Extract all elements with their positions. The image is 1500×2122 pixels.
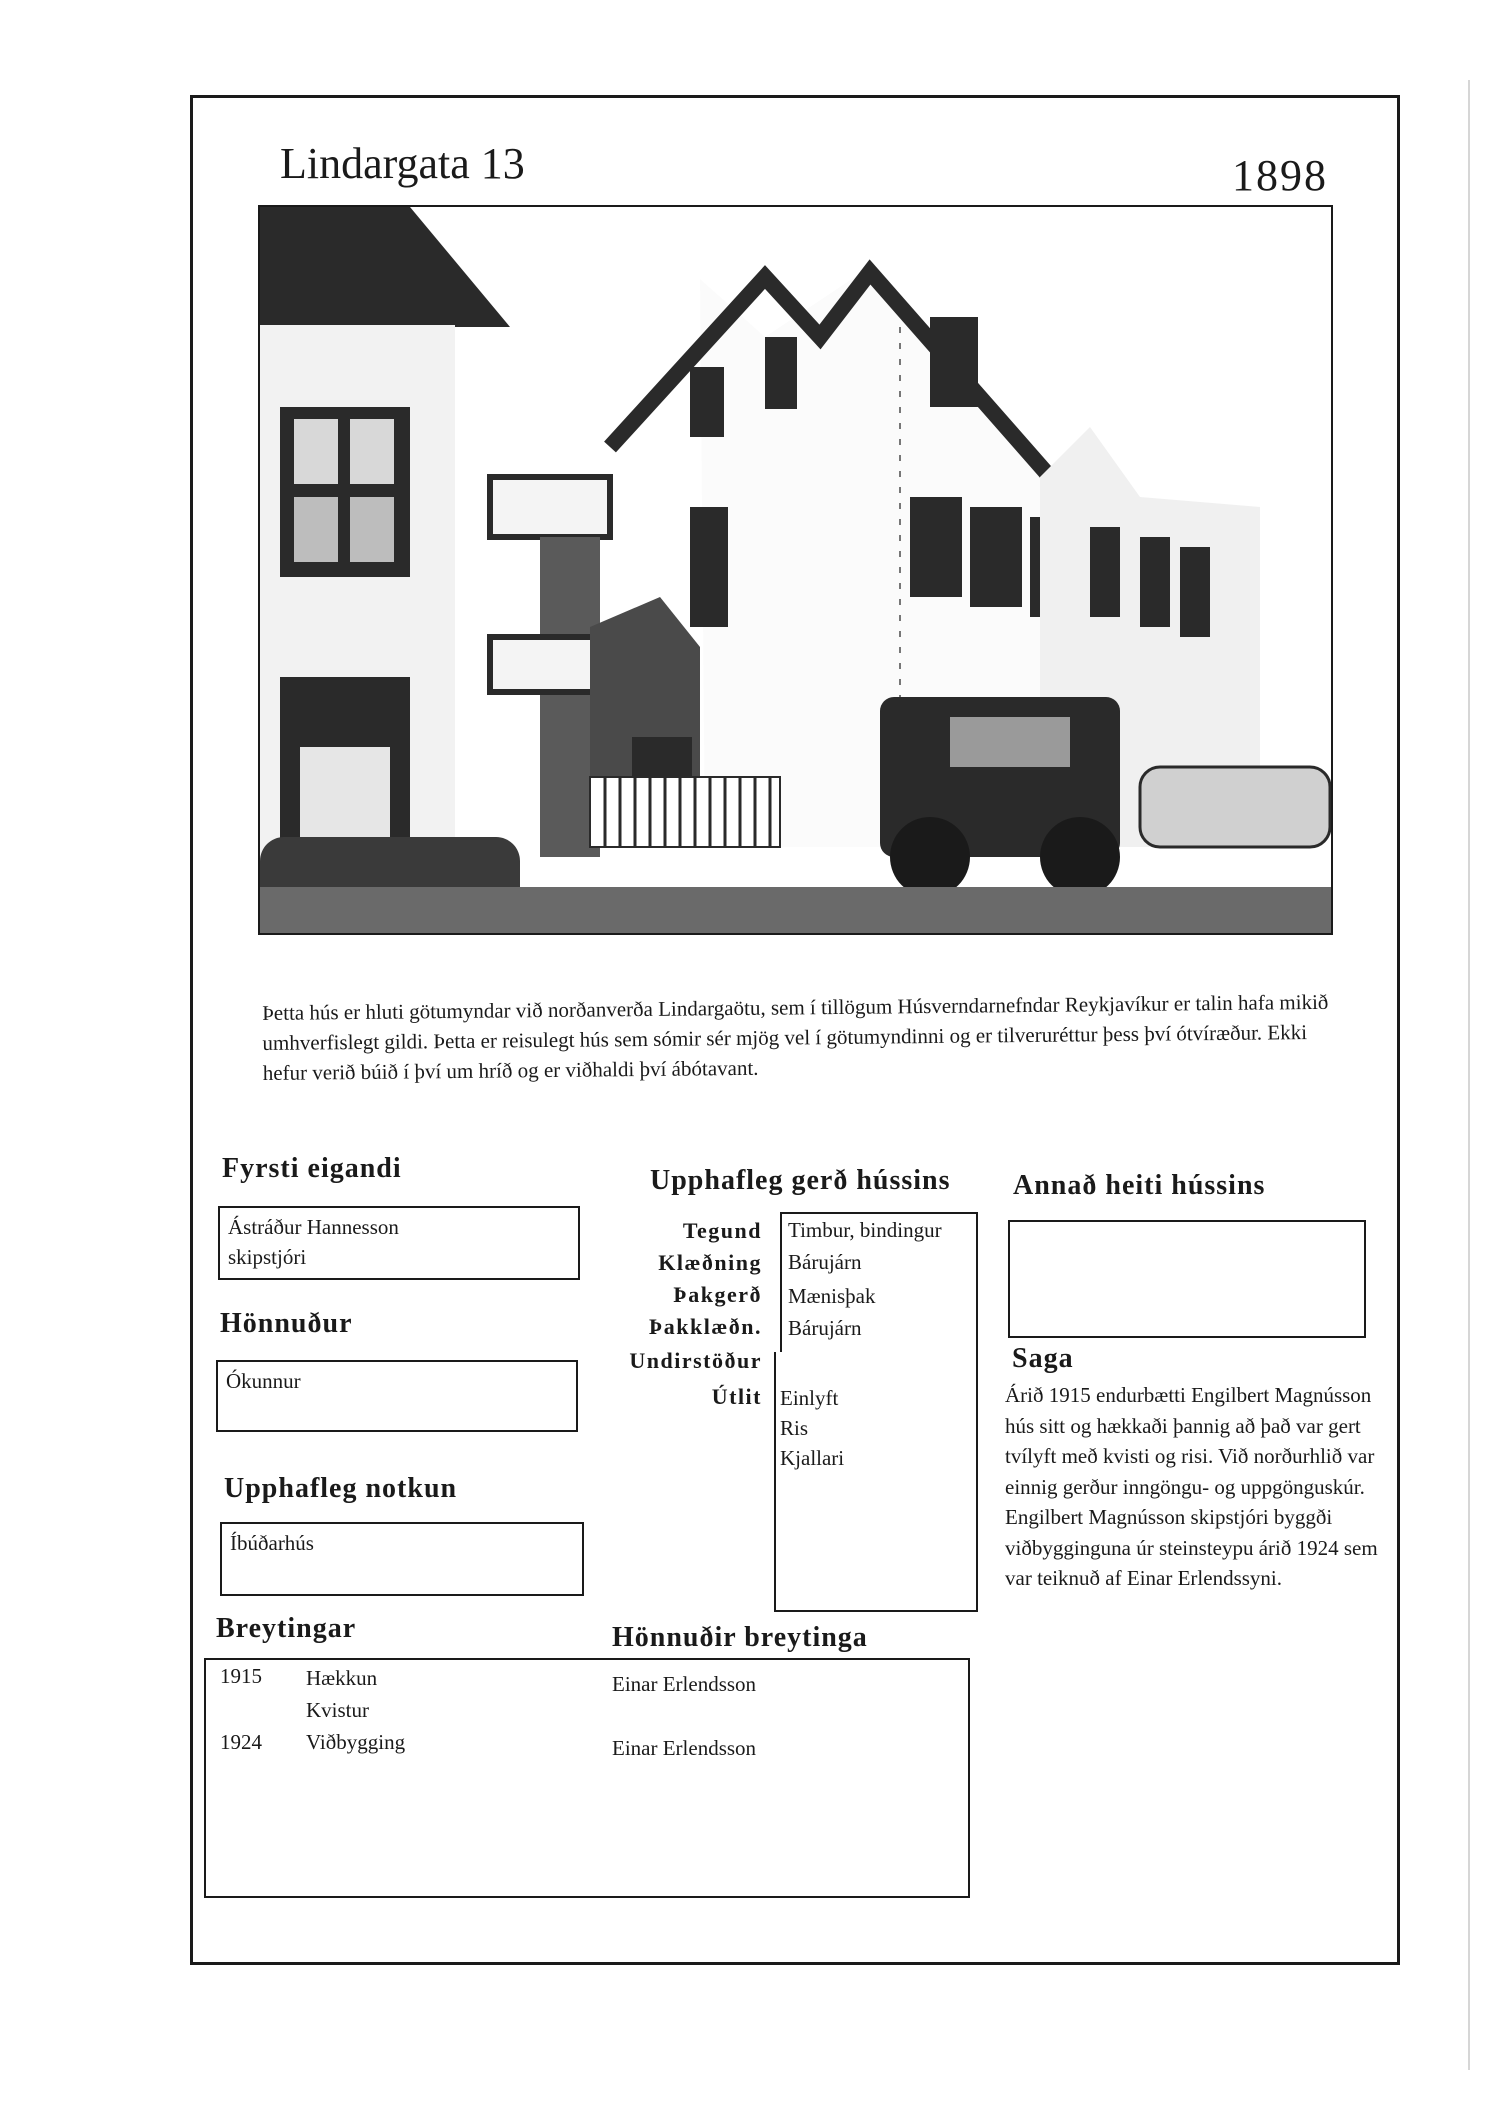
change-designers-heading: Hönnuðir breytinga [612, 1622, 868, 1653]
label-foundation: Undirstöður [629, 1348, 762, 1373]
first-owner-box [218, 1206, 580, 1280]
page-title: Lindargata 13 [280, 139, 525, 188]
designer-value: Ókunnur [226, 1369, 301, 1393]
change-description: Hækkun [306, 1666, 378, 1690]
original-form-heading: Upphafleg gerð hússins [650, 1165, 951, 1196]
original-use-heading: Upphafleg notkun [224, 1473, 458, 1504]
value-appearance-1: Einlyft [780, 1386, 839, 1410]
change-year: 1924 [220, 1730, 262, 1754]
change-year: 1915 [220, 1664, 262, 1688]
original-use-box [220, 1522, 584, 1596]
building-year: 1898 [1232, 151, 1328, 200]
value-type: Timbur, bindingur [788, 1218, 942, 1242]
scan-edge-line [1468, 80, 1470, 2070]
change-description: Kvistur [306, 1698, 369, 1722]
first-owner-title: skipstjóri [228, 1245, 307, 1269]
label-roof-cladding: Þakklæðn. [648, 1314, 762, 1339]
house-photo [258, 205, 1333, 935]
value-appearance-2: Ris [780, 1416, 809, 1440]
first-owner-name: Ástráður Hannesson [228, 1215, 399, 1239]
changes-box [204, 1658, 970, 1898]
saga-heading: Saga [1012, 1343, 1074, 1374]
other-name-heading: Annað heiti hússins [1013, 1170, 1266, 1201]
first-owner-heading: Fyrsti eigandi [222, 1153, 402, 1184]
label-cladding: Klæðning [658, 1250, 762, 1275]
value-cladding: Bárujárn [788, 1250, 862, 1274]
label-appearance: Útlit [711, 1384, 762, 1409]
change-designer: Einar Erlendsson [612, 1736, 757, 1760]
other-name-box [1008, 1220, 1366, 1338]
value-appearance-3: Kjallari [780, 1446, 845, 1470]
value-roof-type: Mænisþak [788, 1284, 876, 1308]
original-use-value: Íbúðarhús [230, 1531, 314, 1555]
label-roof-type: Þakgerð [673, 1282, 762, 1307]
saga-text: Árið 1915 endurbætti Engilbert Magnússon hús sitt og hækkaði þannig að það var gert tvílyft með kvisti og risi. Við norðurhlið var einnig gerður inngöngu- og uppgönguskúr. Engilbert Magnússon skipstjóri byggði viðbygginguna úr steinsteypu árið 1924 sem var teiknuð af Einar Erlendssyni. [1005, 1383, 1378, 1590]
designer-heading: Hönnuður [220, 1308, 353, 1339]
value-roof-cladding: Bárujárn [788, 1316, 862, 1340]
designer-box [216, 1360, 578, 1432]
label-type: Tegund [682, 1218, 762, 1243]
change-description: Viðbygging [306, 1730, 406, 1754]
description-text: Þetta hús er hluti götumyndar við norðanverða Lindargaötu, sem í tillögum Húsverndarnefndar Reykjavíkur er talin hafa mikið umhverfislegt gildi. Þetta er reisulegt hús sem sómir sér mjög vel í götumyndinni og er tilveruréttur þess því ótvíræður. Ekki hefur verið búið í því um hríð og er viðhaldi því ábótavant. [262, 989, 1329, 1085]
change-designer: Einar Erlendsson [612, 1672, 757, 1696]
changes-heading: Breytingar [216, 1613, 357, 1644]
